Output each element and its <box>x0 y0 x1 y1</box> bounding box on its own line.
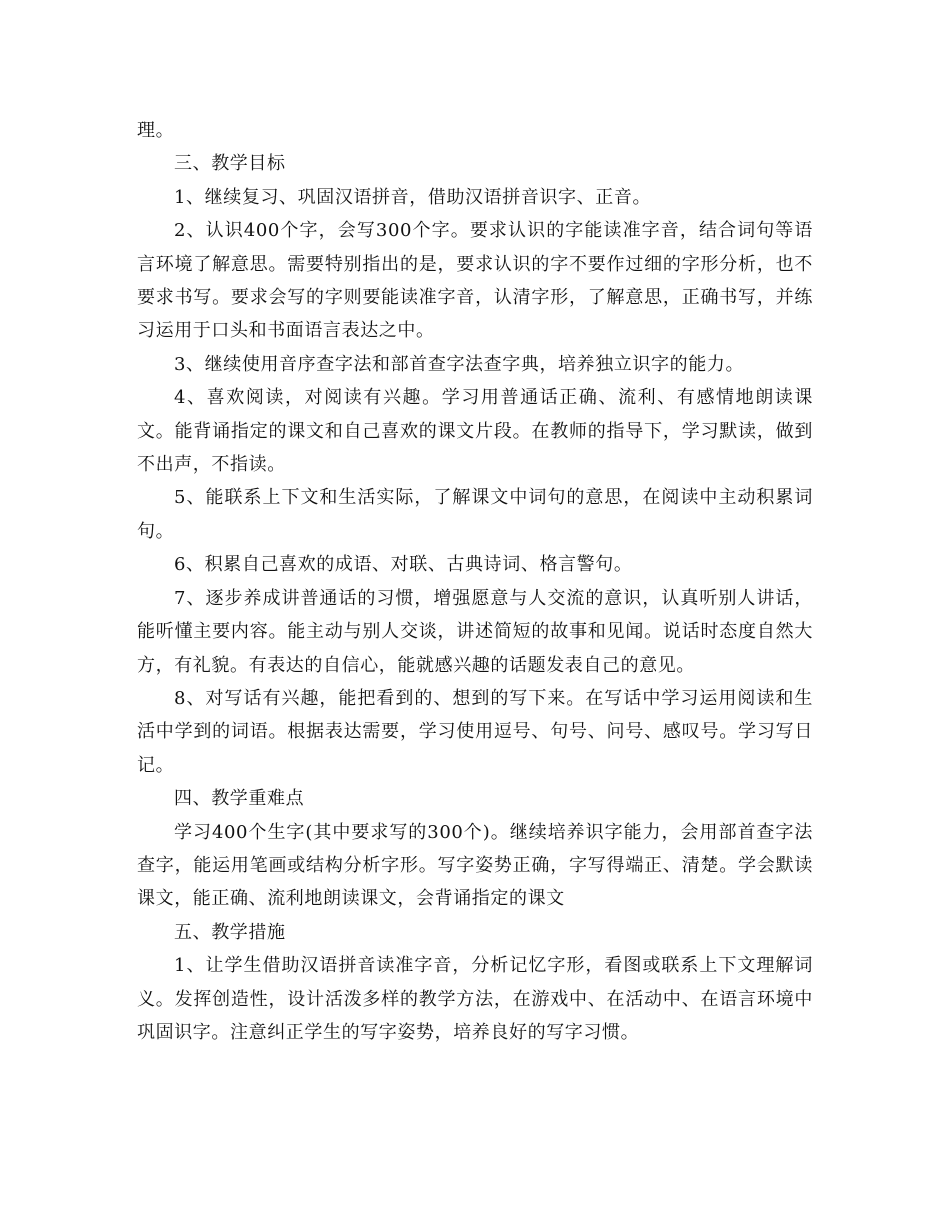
goal-item-3: 3、继续使用音序查字法和部首查字法查字典，培养独立识字的能力。 <box>174 353 745 375</box>
goal-item-7: 7、逐步养成讲普通话的习惯，增强愿意与人交流的意识，认真听别人讲话，能听懂主要内容。能主动与别人交谈，讲述简短的故事和见闻。说话时态度自然大方，有礼貌。有表达的自信心，能就感兴趣的话题发表自己的意见。 <box>137 587 813 676</box>
goal-item-6: 6、积累自己喜欢的成语、对联、古典诗词、格言警句。 <box>174 554 633 576</box>
section-heading-measures: 五、教学措施 <box>174 921 286 943</box>
goal-item-4: 4、喜欢阅读，对阅读有兴趣。学习用普通话正确、流利、有感情地朗读课文。能背诵指定的课文和自己喜欢的课文片段。在教师的指导下，学习默读，做到不出声，不指读。 <box>137 387 813 476</box>
section-heading-key-points: 四、教学重难点 <box>174 788 305 810</box>
continuation-paragraph: 理。 <box>137 120 175 141</box>
goal-item-5: 5、能联系上下文和生活实际，了解课文中词句的意思，在阅读中主动积累词句。 <box>137 487 813 542</box>
goal-item-1: 1、继续复习、巩固汉语拼音，借助汉语拼音识字、正音。 <box>174 186 652 208</box>
goal-item-8: 8、对写话有兴趣，能把看到的、想到的写下来。在写话中学习运用阅读和生活中学到的词语。根据表达需要，学习使用逗号、句号、问号、感叹号。学习写日记。 <box>137 687 813 776</box>
measure-item-1: 1、让学生借助汉语拼音读准字音，分析记忆字形，看图或联系上下文理解词义。发挥创造性，设计活泼多样的教学方法，在游戏中、在活动中、在语言环境中巩固识字。注意纠正学生的写字姿势，培养良好的写字习惯。 <box>137 955 813 1043</box>
key-points-paragraph: 学习400个生字(其中要求写的300个)。继续培养识字能力，会用部首查字法查字，能运用笔画或结构分析字形。写字姿势正确，字写得端正、清楚。学会默读课文，能正确、流利地朗读课文，会背诵指定的课文 <box>137 821 813 910</box>
goal-item-2: 2、认识400个字，会写300个字。要求认识的字能读准字音，结合词句等语言环境了解意思。需要特别指出的是，要求认识的字不要作过细的字形分析，也不要求书写。要求会写的字则要能读准字音，认清字形，了解意思，正确书写，并练习运用于口头和书面语言表达之中。 <box>137 220 813 342</box>
section-heading-goals: 三、教学目标 <box>174 153 286 175</box>
document-body <box>137 114 813 1049</box>
